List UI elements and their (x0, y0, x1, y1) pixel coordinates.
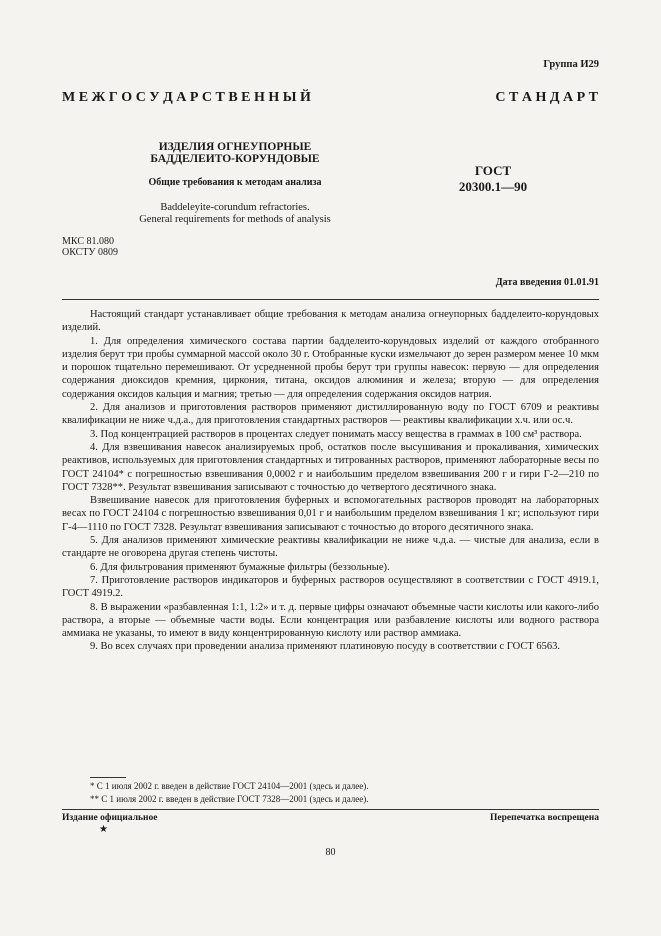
okstu-code: ОКСТУ 0809 (62, 247, 119, 258)
body-text (62, 308, 599, 654)
footnote-2: ** С 1 июля 2002 г. введен в действие ГОСТ 7328—2001 (здесь и далее). (90, 794, 369, 804)
header-divider (62, 299, 599, 300)
english-title-line-2: General requirements for methods of analysis (139, 214, 331, 225)
footnote-divider (90, 777, 126, 778)
paragraph-9: 9. Во всех случаях при проведении анализа применяют платиновую посуду в соответствии с ГОСТ 6563. (90, 641, 560, 653)
banner-interstate: М Е Ж Г О С У Д А Р С Т В Е Н Н Ы Й (62, 90, 311, 105)
page-number: 80 (325, 847, 336, 858)
footnotes (62, 780, 599, 806)
introduction-date (496, 277, 599, 288)
title-line-2: БАДДЕЛЕИТО-КОРУНДОВЫЕ (150, 153, 320, 165)
group-code: Группа И29 (543, 59, 599, 70)
banner-standard: С Т А Н Д А Р Т (495, 90, 598, 105)
footnote-1: * С 1 июля 2002 г. введен в действие ГОСТ 24104—2001 (здесь и далее). (90, 781, 369, 791)
paragraph-7: 7. Приготовление растворов индикаторов и буферных растворов осуществляют в соответствии с ГОСТ 4919.1, ГОСТ 4919.2. (62, 574, 599, 600)
star-icon: ★ (99, 824, 108, 835)
gost-label: ГОСТ (474, 163, 512, 178)
paragraph-8: 8. В выражении «разбавленная 1:1, 1:2» и т. д. первые цифры означают объемные части кислоты или какого-либо раствора, а вторые — объемные части воды. Если концентрация или разбавление кислоты или водного раствора аммиака не указаны, то имеют в виду концентрированную кислоту или раствор аммиака. (62, 601, 599, 640)
paragraph-intro: Настоящий стандарт устанавливает общие требования к методам анализа огнеупорных бадделеито-корундовых изделий. (62, 309, 599, 334)
standard-banner (62, 90, 598, 106)
footer-divider (62, 809, 599, 810)
date-value: 01.01.91 (564, 277, 599, 288)
gost-number: 20300.1—90 (458, 179, 528, 194)
official-edition-label: Издание официальное (62, 813, 158, 823)
paragraph-2: 2. Для анализов и приготовления растворов применяют дистиллированную воду по ГОСТ 6709 и реактивы квалификации не ниже ч.д.а., для приготовления стандартных растворов — реактивы квалификации х.ч. или ос.ч. (62, 402, 599, 427)
date-label: Дата введения (495, 277, 562, 288)
paragraph-5: 5. Для анализов применяют химические реактивы квалификации не ниже ч.д.а. — чистые для анализа, если в стандарте не оговорена другая степень чистоты. (62, 535, 599, 560)
paragraph-4-cont: Взвешивание навесок для приготовления буферных и вспомогательных растворов проводят на лабораторных весах по ГОСТ 24104 с погрешностью взвешивания 0,01 г и наибольшим пределом взвешивания 1 кг; используют гири Г-4—1110 по ГОСТ 7328. Результат взвешивания записывают с точностью до второго десятичного знака. (62, 495, 599, 533)
document-subtitle: Общие требования к методам анализа (148, 177, 322, 188)
document-title (110, 141, 360, 165)
paragraph-3: 3. Под концентрацией растворов в процентах следует понимать массу вещества в граммах в 100 см³ раствора. (90, 428, 582, 440)
english-title (95, 202, 375, 226)
paragraph-6: 6. Для фильтрования применяют бумажные фильтры (беззольные). (90, 561, 390, 573)
title-line-1: ИЗДЕЛИЯ ОГНЕУПОРНЫЕ (158, 141, 312, 153)
classification-codes (62, 236, 118, 258)
gost-designation (433, 163, 553, 195)
reprint-prohibited-label: Перепечатка воспрещена (489, 813, 599, 823)
mks-code: МКС 81.080 (62, 236, 114, 247)
paragraph-1: 1. Для определения химического состава партии бадделеито-корундовых изделий от каждого отобранного изделия берут три пробы суммарной массой около 30 г. Отобранные куски измельчают до зерен размером менее 10 мкм и порошок тщательно перемешивают. От усредненной пробы берут три группы навесок: первую — для определения содержания диоксидов кремния, циркония, титана, оксидов алюминия и железа; вторую — для определения содержания оксидов кальция и магния; третью — для определения содержания оксидов натрия. (62, 335, 599, 400)
english-title-line-1: Baddeleyite-corundum refractories. (160, 202, 310, 213)
paragraph-4: 4. Для взвешивания навесок анализируемых проб, остатков после высушивания и прокаливания, химических реактивов, используемых для приготовления стандартных и титрованных растворов, применяют лабораторные весы по ГОСТ 24104* с погрешностью взвешивания 0,0002 г и наибольшим пределом взвешивания 200 г и гири Г-2—210 по ГОСТ 7328**. Результат взвешивания записывают с точностью до четвертого десятичного знака. (62, 441, 599, 493)
